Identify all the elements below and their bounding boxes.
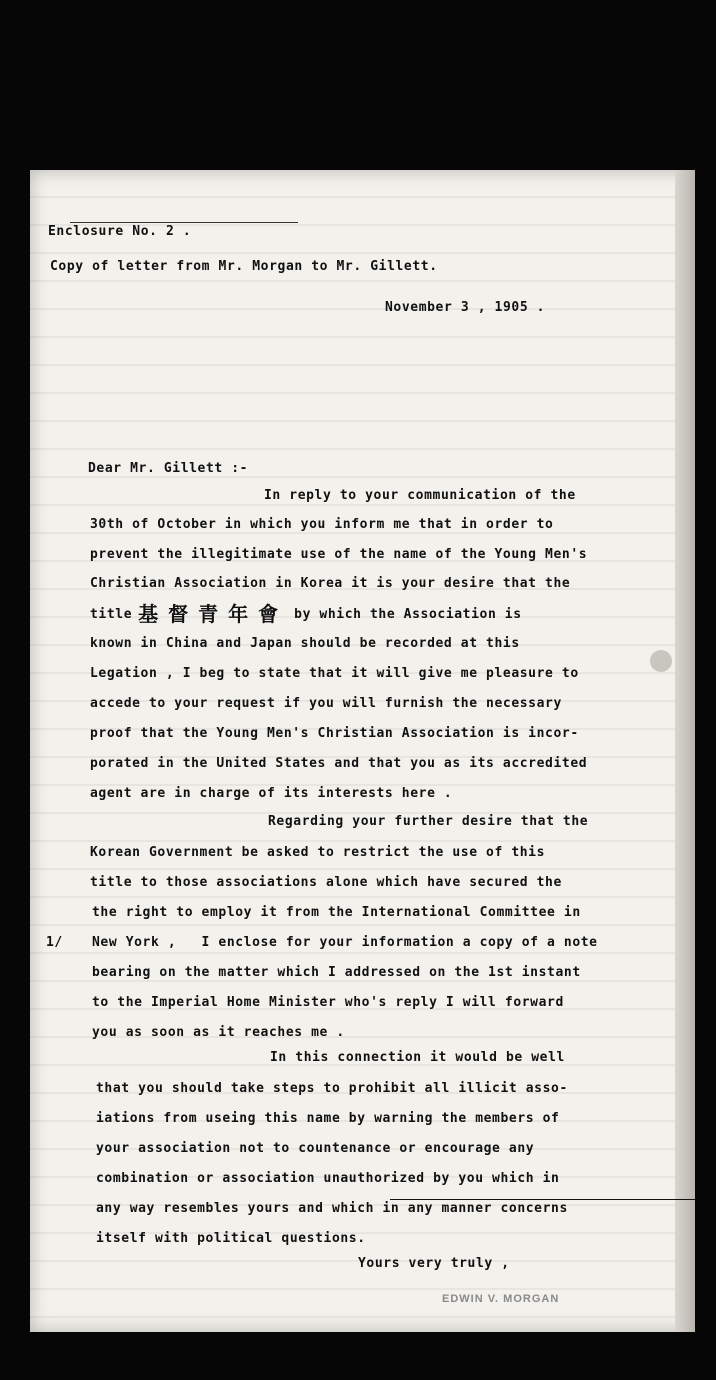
p3-line-2: that you should take steps to prohibit all illicit asso- xyxy=(96,1081,568,1096)
p3-line-1: In this connection it would be well xyxy=(270,1050,565,1065)
p1-line-9: proof that the Young Men's Christian Association is incor- xyxy=(90,726,579,741)
p3-line-3: iations from useing this name by warning the members of xyxy=(96,1111,560,1126)
letter-date: November 3 , 1905 . xyxy=(385,300,546,315)
header-rule xyxy=(70,222,298,223)
p1-line-4: Christian Association in Korea it is your desire that the xyxy=(90,576,571,591)
letter-page xyxy=(30,170,695,1332)
margin-note: 1/ xyxy=(46,935,63,950)
chinese-title: 基督青年會 xyxy=(138,602,289,626)
p2-line-6: bearing on the matter which I addressed on the 1st instant xyxy=(92,965,581,980)
title-word: title xyxy=(90,607,133,622)
p3-line-4: your association not to countenance or encourage any xyxy=(96,1141,535,1156)
p3-line-7: itself with political questions. xyxy=(96,1231,366,1246)
page-edge xyxy=(675,170,695,1332)
copy-note: Copy of letter from Mr. Morgan to Mr. Gillett. xyxy=(50,259,438,274)
p1-line-2: 30th of October in which you inform me that in order to xyxy=(90,517,554,532)
p2-line-4: the right to employ it from the International Committee in xyxy=(92,905,581,920)
p2-line-2: Korean Government be asked to restrict the use of this xyxy=(90,845,546,860)
closing: Yours very truly , xyxy=(358,1256,510,1271)
p3-line-6: any way resembles yours and which in any manner concerns xyxy=(96,1201,568,1216)
p1-line-6: known in China and Japan should be recorded at this xyxy=(90,636,520,651)
p3-line-5: combination or association unauthorized by you which in xyxy=(96,1171,560,1186)
p1-line-1: In reply to your communication of the xyxy=(264,488,576,503)
p1-line-11: agent are in charge of its interests here . xyxy=(90,786,453,801)
p1-line-8: accede to your request if you will furnish the necessary xyxy=(90,696,562,711)
salutation: Dear Mr. Gillett :- xyxy=(88,461,249,476)
signature-stamp: EDWIN V. MORGAN xyxy=(442,1293,560,1305)
enclosure-label: Enclosure No. 2 . xyxy=(48,224,192,239)
p1-line-3: prevent the illegitimate use of the name of the Young Men's xyxy=(90,547,588,562)
p2-line-3: title to those associations alone which have secured the xyxy=(90,875,562,890)
p2-line-1: Regarding your further desire that the xyxy=(268,814,589,829)
strike-rule xyxy=(390,1199,695,1200)
p1-line-5 xyxy=(90,602,522,626)
p1-line-10: porated in the United States and that you as its accredited xyxy=(90,756,588,771)
p2-line-5: New York , I enclose for your information a copy of a note xyxy=(92,935,598,950)
punch-hole xyxy=(650,650,672,672)
p2-line-7: to the Imperial Home Minister who's reply I will forward xyxy=(92,995,564,1010)
p1-line-7: Legation , I beg to state that it will give me pleasure to xyxy=(90,666,579,681)
p1-line-5-rest: by which the Association is xyxy=(294,607,522,622)
p2-line-8: you as soon as it reaches me . xyxy=(92,1025,345,1040)
